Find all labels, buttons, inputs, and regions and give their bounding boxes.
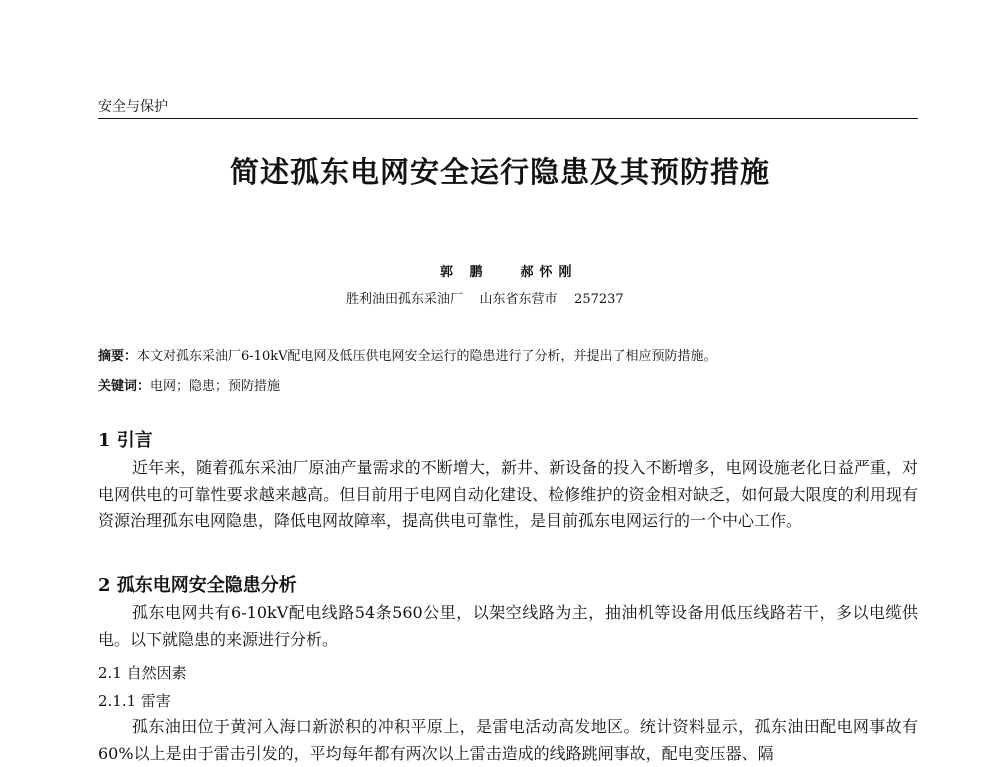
author-1: 郭 鹏 xyxy=(440,265,489,280)
abstract-text: 本文对孤东采油厂6-10kV配电网及低压供电网安全运行的隐患进行了分析，并提出了相应预防措施。 xyxy=(137,349,717,364)
section-2-1-heading: 2.1 自然因素 xyxy=(98,664,187,682)
abstract-label: 摘要： xyxy=(98,349,138,364)
section-2-paragraph: 孤东电网共有6-10kV配电线路54条560公里，以架空线路为主，抽油机等设备用低压线路若干，多以电缆供电。以下就隐患的来源进行分析。 xyxy=(98,603,918,649)
paper-title: 简述孤东电网安全运行隐患及其预防措施 xyxy=(229,155,770,189)
section-2-1-1-paragraph: 孤东油田位于黄河入海口新淤积的冲积平原上，是雷电活动高发地区。统计资料显示，孤东油田配电网事故有60%以上是由于雷击引发的，平均每年都有两次以上雷击造成的线路跳闸事故，配电变压器、隔 xyxy=(98,717,918,763)
author-2: 郝怀刚 xyxy=(520,265,578,280)
section-1-paragraph: 近年来，随着孤东采油厂原油产量需求的不断增大，新井、新设备的投入不断增多，电网设施老化日益严重，对电网供电的可靠性要求越来越高。但目前用于电网自动化建设、检修维护的资金相对缺乏，如何最大限度的利用现有资源治理孤东电网隐患，降低电网故障率，提高供电可靠性，是目前孤东电网运行的一个中心工作。 xyxy=(98,458,918,530)
section-2-1-1-heading: 2.1.1 雷害 xyxy=(98,692,171,710)
authors xyxy=(440,261,610,280)
section-2-heading: 2 孤东电网安全隐患分析 xyxy=(98,575,297,596)
keywords xyxy=(98,375,280,394)
affiliation: 胜利油田孤东采油厂 山东省东营市 257237 xyxy=(346,292,624,307)
keywords-label: 关键词： xyxy=(98,379,151,394)
header-rule xyxy=(98,118,918,119)
keywords-text: 电网；隐患；预防措施 xyxy=(150,379,281,394)
section-1-heading: 1 引言 xyxy=(98,430,153,451)
running-header: 安全与保护 xyxy=(98,99,168,115)
abstract xyxy=(98,345,717,364)
